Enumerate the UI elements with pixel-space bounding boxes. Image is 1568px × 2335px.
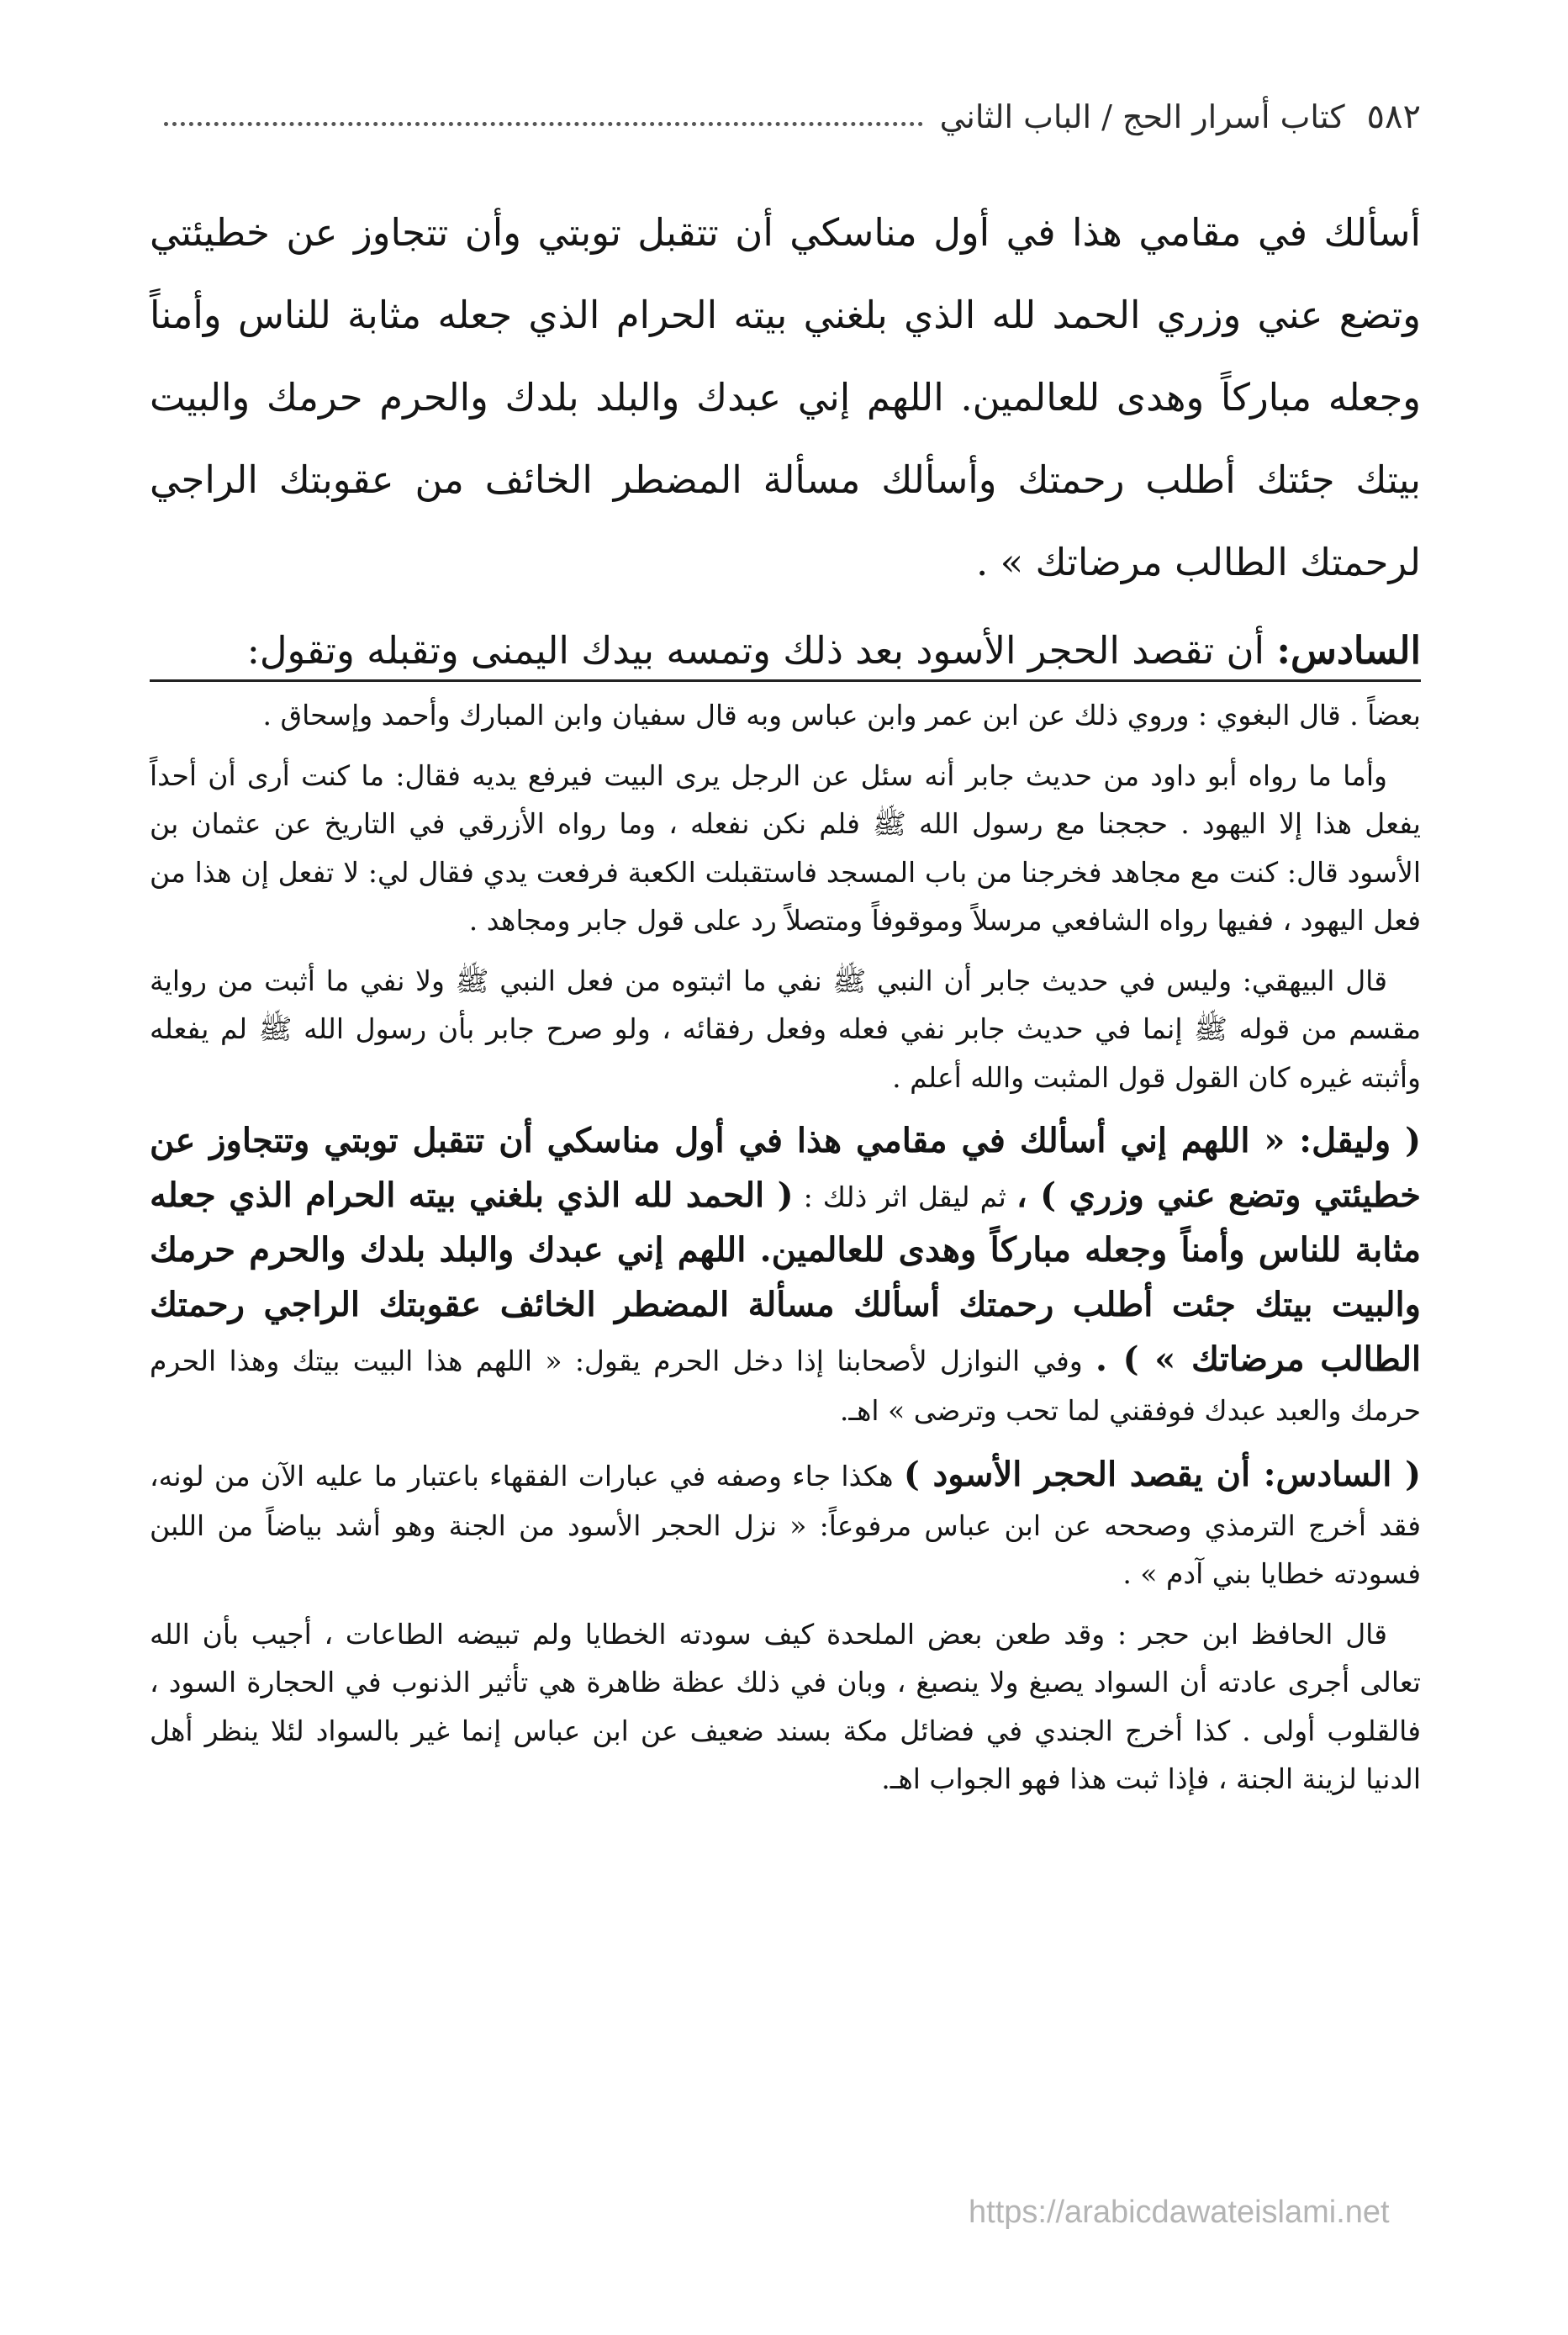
dua-nawazil: وفي النوازل لأصحابنا إذا دخل الحرم يقول: « اللهم هذا البيت بيتك وهذا الحرم حرمك والعبد عبدك فوفقني لما تحب وترضى » اهـ. <box>150 1344 1421 1427</box>
main-text <box>150 192 1421 693</box>
page-number: ٥٨٢ <box>1366 98 1421 136</box>
footnote-baghawi: بعضاً . قال البغوي : وروي ذلك عن ابن عمر وابن عباس وبه قال سفيان وابن المبارك وأحمد وإسحاق . <box>262 699 1421 732</box>
main-paragraph: أسألك في مقامي هذا في أول مناسكي أن تتقبل توبتي وأن تتجاوز عن خطيئتي وتضع عني وزري الحمد لله الذي بلغني بيته الحرام الذي جعله مثابة للناس وأمناً وجعله مباركاً وهدى للعالمين. اللهم إني عبدك والبلد بلدك والحرم حرمك والبيت بيتك جئتك أطلب رحمتك وأسألك مسألة المضطر الخائف من عقوبتك الراجي لرحمتك الطالب مرضاتك » . <box>150 210 1421 584</box>
header-dotted-leader <box>164 122 923 126</box>
commentary-dua <box>150 1113 1421 1435</box>
dua-connector: ثم ليقل اثر ذلك : <box>803 1181 1006 1213</box>
sixth-label: السادس: <box>1276 628 1421 673</box>
dua-bold-2: ( الحمد لله الذي بلغني بيته الحرام الذي جعله مثابة للناس وأمناً وجعله مباركاً وهدى للعالمين. اللهم إني عبدك والبلد بلدك والحرم حرمك والبيت بيتك جئت أطلب رحمتك أسألك مسألة المضطر الخائف عقوبتك الراجي رحمتك الطالب مرضاتك » ) . <box>150 1175 1421 1379</box>
watermark-url: https://arabicdawateislami.net <box>969 2195 1390 2230</box>
sixth-text: أن تقصد الحجر الأسود بعد ذلك وتمسه بيدك اليمنى وتقبله وتقول: <box>246 628 1265 673</box>
footnotes <box>150 691 1421 1815</box>
dua-bold-1: ( وليقل: « اللهم إني أسألك في مقامي هذا في أول مناسكي أن تتقبل توبتي وتتجاوز عن خطيئتي وتضع عني وزري ) ، <box>150 1121 1422 1215</box>
commentary-black-stone <box>150 1447 1421 1598</box>
footnote-abu-dawud: وأما ما رواه أبو داود من حديث جابر أنه سئل عن الرجل يرى البيت فيرفع يديه فقال: ما كنت أرى أن أحداً يفعل هذا إلا اليهود . حججنا مع رسول الله ﷺ فلم نكن نفعله ، وما رواه الأزرقي في التاريخ عن عثمان بن الأسود قال: كنت مع مجاهد فخرجنا من باب المسجد فاستقبلت الكعبة فرفعت يدي فقال لي: لا تفعل إن هذا من فعل اليهود ، ففيها رواه الشافعي مرسلاً وموقوفاً ومتصلاً رد على قول جابر ومجاهد . <box>150 758 1421 937</box>
commentary-ibn-hajar: قال الحافظ ابن حجر : وقد طعن بعض الملحدة كيف سودته الخطايا ولم تبيضه الطاعات ، أجيب بأن الله تعالى أجرى عادته أن السواد يصبغ ولا ينصبغ ، وبان في ذلك عظة ظاهرة هي تأثير الذنوب في الحجارة السود ، فالقلوب أولى . كذا أخرج الجندي في فضائل مكة بسند ضعيف عن ابن عباس إنما غير بالسواد لئلا ينظر أهل الدنيا لزينة الجنة ، فإذا ثبت هذا فهو الجواب اهـ. <box>150 1617 1421 1795</box>
black-stone-text: هكذا جاء وصفه في عبارات الفقهاء باعتبار ما عليه الآن من لونه، فقد أخرج الترمذي وصححه عن ابن عباس مرفوعاً: « نزل الحجر الأسود من الجنة وهو أشد بياضاً من اللبن فسودته خطايا بني آدم » . <box>150 1459 1421 1590</box>
running-header <box>147 87 1421 146</box>
footnote-separator <box>150 679 1421 682</box>
black-stone-heading: ( السادس: أن يقصد الحجر الأسود ) <box>903 1454 1421 1494</box>
header-title: كتاب أسرار الحج / الباب الثاني <box>939 98 1345 135</box>
footnote-bayhaqi: قال البيهقي: وليس في حديث جابر أن النبي ﷺ نفي ما اثبتوه من فعل النبي ﷺ ولا نفي ما أثبت من رواية مقسم من قوله ﷺ إنما في حديث جابر نفي فعله وفعل رفقائه ، ولو صرح جابر بأن رسول الله ﷺ لم يفعله وأثبته غيره كان القول قول المثبت والله أعلم . <box>150 964 1421 1094</box>
